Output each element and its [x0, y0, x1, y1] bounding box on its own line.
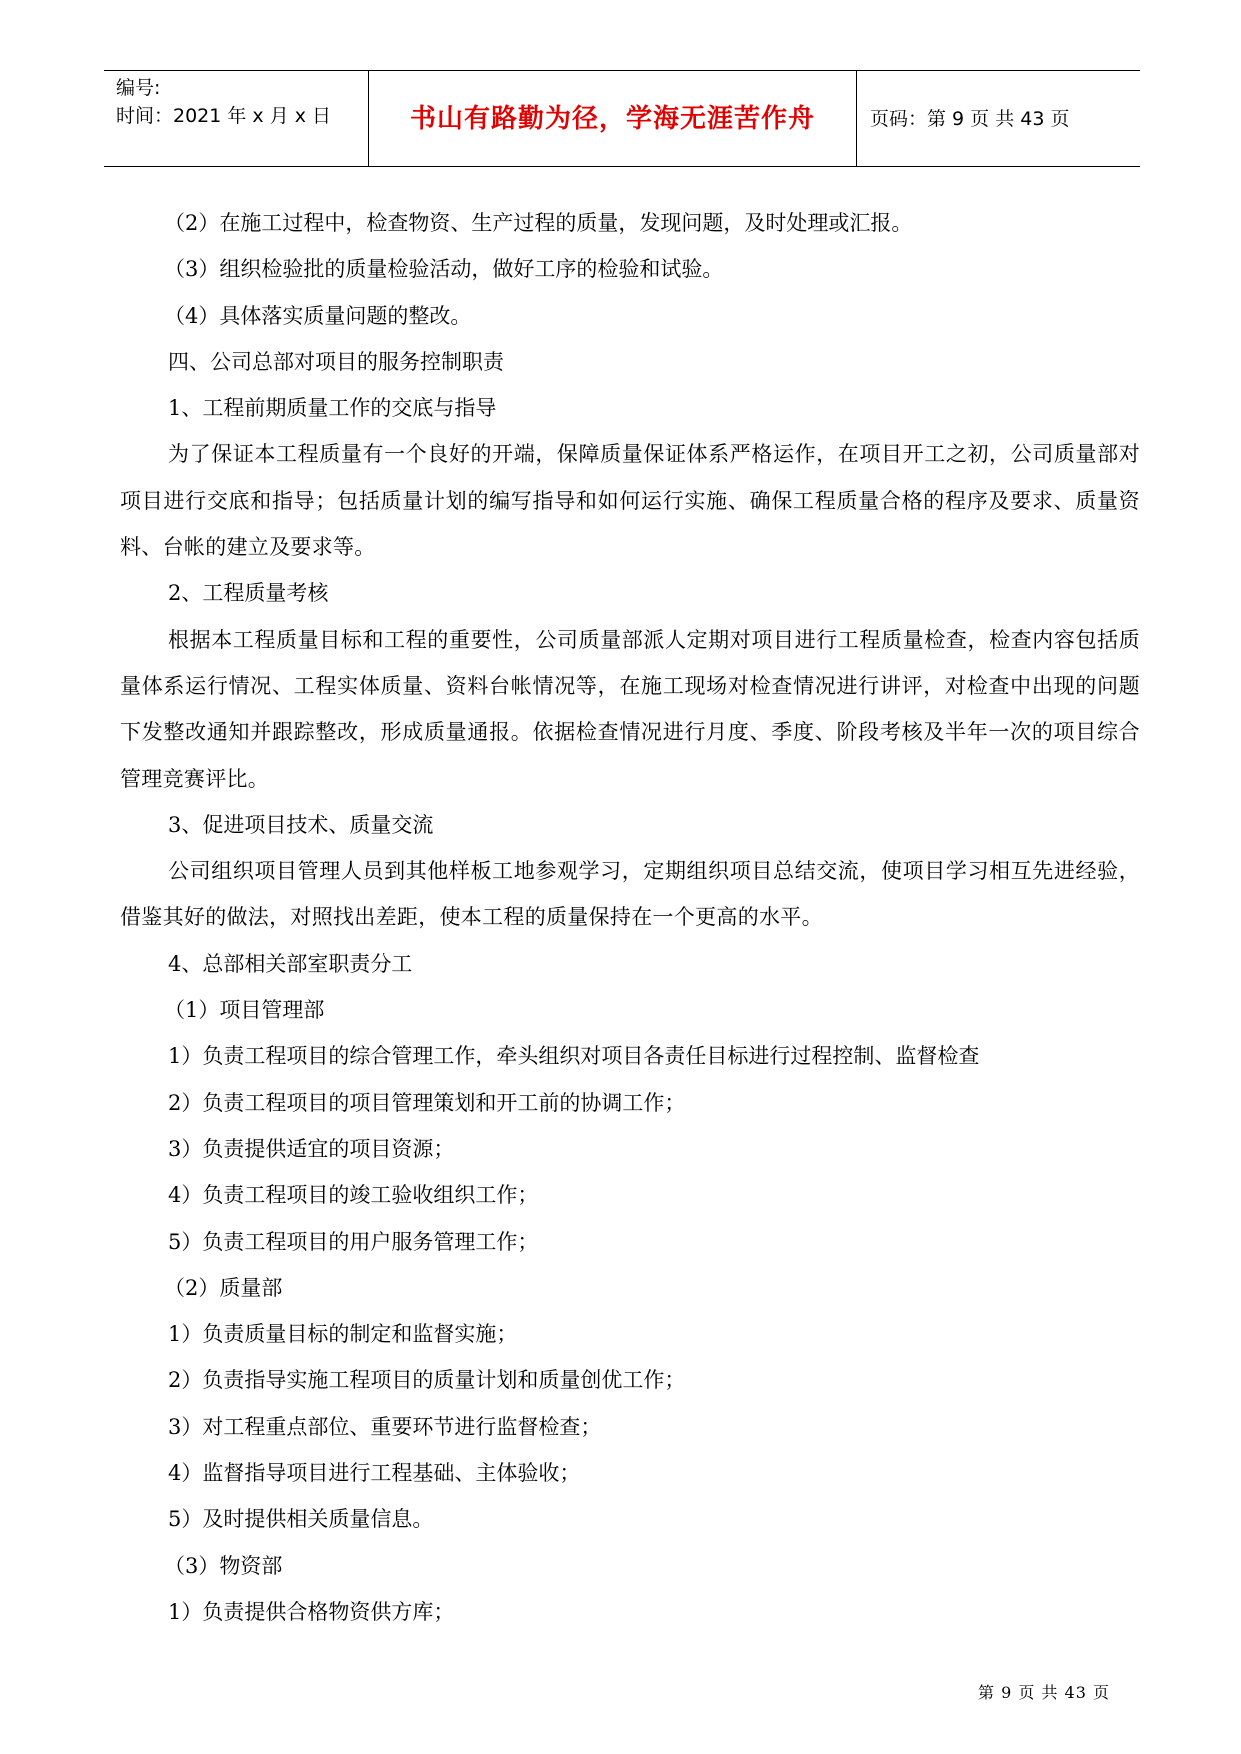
list-item: 3）负责提供适宜的项目资源；	[168, 1136, 455, 1161]
subsection-heading: 4、总部相关部室职责分工	[168, 951, 413, 976]
list-item: 1）负责工程项目的综合管理工作，牵头组织对项目各责任目标进行过程控制、监督检查	[168, 1044, 980, 1069]
list-item: 2）负责工程项目的项目管理策划和开工前的协调工作；	[168, 1090, 686, 1115]
page-footer: 第 9 页 共 43 页	[978, 1683, 1110, 1702]
list-item: 5）负责工程项目的用户服务管理工作；	[168, 1229, 539, 1254]
header-divider-right	[856, 70, 857, 166]
document-body	[120, 200, 1140, 1635]
subsection-heading: 1、工程前期质量工作的交底与指导	[168, 396, 497, 421]
list-item: 4）负责工程项目的竣工验收组织工作；	[168, 1183, 539, 1208]
department-heading: （2）质量部	[164, 1275, 283, 1300]
list-item: 1）负责提供合格物资供方库；	[168, 1599, 455, 1624]
list-item: 3）对工程重点部位、重要环节进行监督检查；	[168, 1414, 602, 1439]
body-paragraph: 公司组织项目管理人员到其他样板工地参观学习，定期组织项目总结交流，使项目学习相互先进经验，借鉴其好的做法，对照找出差距，使本工程的质量保持在一个更高的水平。	[120, 859, 1140, 930]
subsection-heading: 3、促进项目技术、质量交流	[168, 812, 434, 837]
header-page-info: 页码：第 9 页 共 43 页	[870, 108, 1070, 130]
body-line: （3）组织检验批的质量检验活动，做好工序的检验和试验。	[164, 257, 724, 282]
body-paragraph: 为了保证本工程质量有一个良好的开端，保障质量保证体系严格运作，在项目开工之初，公司质量部对项目进行交底和指导；包括质量计划的编写指导和如何运行实施、确保工程质量合格的程序及要求、质量资料、台帐的建立及要求等。	[120, 442, 1140, 560]
subsection-heading: 2、工程质量考核	[168, 581, 329, 606]
department-heading: （1）项目管理部	[164, 998, 325, 1023]
header-meta	[116, 74, 366, 130]
document-number-label: 编号:	[116, 77, 161, 99]
department-heading: （3）物资部	[164, 1553, 283, 1578]
document-header	[104, 70, 1140, 167]
list-item: 1）负责质量目标的制定和监督实施；	[168, 1322, 518, 1347]
document-time-label: 时间：2021 年 x 月 x 日	[116, 105, 332, 127]
header-top-rule	[104, 70, 1140, 71]
list-item: 2）负责指导实施工程项目的质量计划和质量创优工作；	[168, 1368, 686, 1393]
list-item: 5）及时提供相关质量信息。	[168, 1507, 434, 1532]
section-heading: 四、公司总部对项目的服务控制职责	[168, 349, 504, 374]
body-paragraph: 根据本工程质量目标和工程的重要性，公司质量部派人定期对项目进行工程质量检查，检查内容包括质量体系运行情况、工程实体质量、资料台帐情况等，在施工现场对检查情况进行讲评，对检查中出现的问题下发整改通知并跟踪整改，形成质量通报。依据检查情况进行月度、季度、阶段考核及半年一次的项目综合管理竞赛评比。	[120, 627, 1140, 791]
body-line: （4）具体落实质量问题的整改。	[164, 303, 472, 328]
header-motto: 书山有路勤为径，学海无涯苦作舟	[409, 104, 815, 134]
list-item: 4）监督指导项目进行工程基础、主体验收；	[168, 1461, 581, 1486]
body-line: （2）在施工过程中，检查物资、生产过程的质量，发现问题，及时处理或汇报。	[164, 211, 913, 235]
